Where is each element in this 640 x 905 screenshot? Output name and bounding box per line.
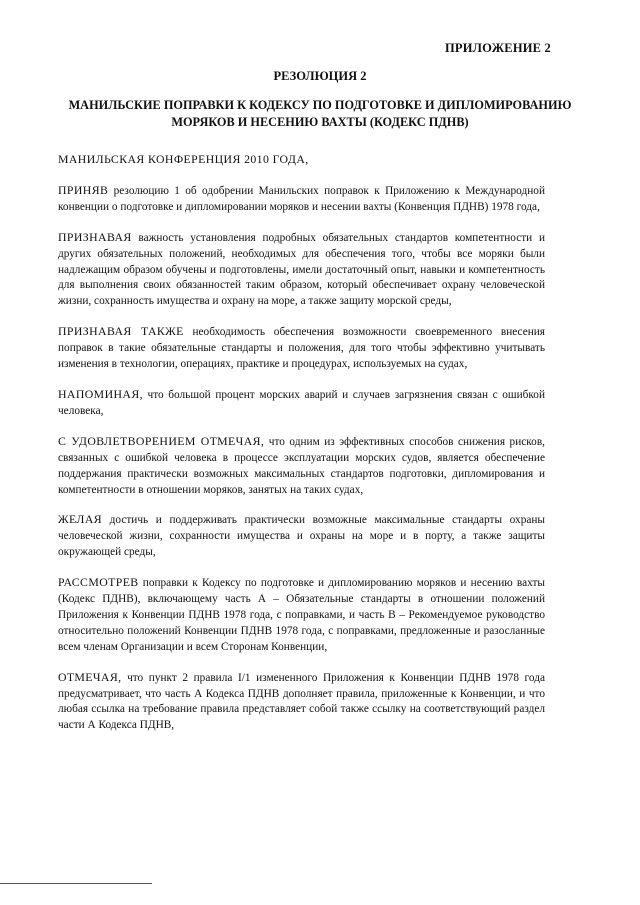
paragraph-lead: ЖЕЛАЯ	[58, 512, 103, 527]
paragraph-desiring	[58, 512, 545, 561]
paragraph-lead: ПРИЗНАВАЯ	[58, 229, 132, 244]
paragraph-text: достичь и поддерживать практически возможные максимальные стандарты охраны человеческой жизни, сохранности имущества и охраны на море и в порту, а также защиты окружающей среды,	[58, 514, 545, 559]
paragraph-lead: РАССМОТРЕВ	[58, 575, 139, 590]
annex-label: ПРИЛОЖЕНИЕ 2	[444, 41, 551, 55]
paragraph-text: необходимость обеспечения возможности своевременного внесения поправок в такие обязательные стандарты и положения, для того чтобы эффективно учитывать изменения в технологии, операциях, практике и процедурах, используемых на судах,	[58, 326, 545, 371]
resolution-body	[58, 152, 545, 748]
document-title: МАНИЛЬСКИЕ ПОПРАВКИ К КОДЕКСУ ПО ПОДГОТОВКЕ И ДИПЛОМИРОВАНИЮ МОРЯКОВ И НЕСЕНИЮ ВАХТЫ (КОДЕКС ПДНВ)	[68, 98, 572, 129]
paragraph-recognizing-also	[58, 324, 545, 373]
paragraph-text: что пункт 2 правила I/1 измененного Приложения к Конвенции ПДНВ 1978 года предусматривает, что часть А Кодекса ПДНВ дополняет правила, приложенные к Конвенции, и что любая ссылка на требование правила представляет собой также ссылку на соответствующий раздел части А Кодекса ПДНВ,	[58, 671, 545, 732]
paragraph-text: что большой процент морских аварий и случаев загрязнения связан с ошибкой человека,	[58, 388, 545, 417]
paragraph-recognizing	[58, 230, 545, 311]
paragraph-noting	[58, 670, 545, 735]
footer-divider	[0, 883, 152, 884]
paragraph-text: резолюцию 1 об одобрении Манильских поправок к Приложению к Международной конвенции о подготовке и дипломировании моряков и несении вахты (Конвенция ПДНВ) 1978 года,	[58, 184, 545, 213]
resolution-title: РЕЗОЛЮЦИЯ 2	[273, 69, 367, 83]
paragraph-lead: ОТМЕЧАЯ,	[58, 669, 122, 684]
paragraph-conference	[58, 152, 545, 169]
paragraph-lead: ПРИЗНАВАЯ ТАКЖЕ	[58, 324, 184, 339]
paragraph-text: важность установления подробных обязательных стандартов компетентности и других обязательных положений, необходимых для обеспечения того, чтобы все моряки были надлежащим образом обучены и подготовлены, имели достаточный опыт, навыки и компетентность для выполнения своих обязанностей таким образом, который обеспечивает охрану человеческой жизни, сохранность имущества и охрану на море, а также защиту морской среды,	[58, 231, 545, 308]
paragraph-text: поправки к Кодексу по подготовке и дипломированию моряков и несению вахты (Кодекс ПДНВ), включающему часть А – Обязательные стандарты в отношении положений Приложения к Конвенции ПДНВ 1978 года, с поправками, и часть В – Рекомендуемое руководство относительно положений Конвенции ПДНВ 1978 года, с поправками, предложенные и разосланные всем членам Организации и всем Сторонам Конвенции,	[58, 577, 545, 653]
paragraph-noting-with-satisfaction	[58, 434, 545, 499]
paragraph-lead: НАПОМИНАЯ,	[58, 386, 143, 401]
paragraph-recalling	[58, 387, 545, 420]
paragraph-having-considered	[58, 575, 545, 656]
paragraph-lead: ПРИНЯВ	[58, 182, 109, 197]
paragraph-having-adopted	[58, 183, 545, 216]
paragraph-lead: МАНИЛЬСКАЯ КОНФЕРЕНЦИЯ 2010 ГОДА,	[58, 152, 309, 166]
paragraph-lead: С УДОВЛЕТВОРЕНИЕМ ОТМЕЧАЯ,	[58, 433, 265, 448]
paragraph-text: что одним из эффективных способов снижения рисков, связанных с ошибкой человека в процессе эксплуатации морских судов, является обеспечение поддержания практически возможных максимальных стандартов подготовки, дипломирования и компетентности в отношении моряков, занятых на таких судах,	[58, 435, 545, 496]
